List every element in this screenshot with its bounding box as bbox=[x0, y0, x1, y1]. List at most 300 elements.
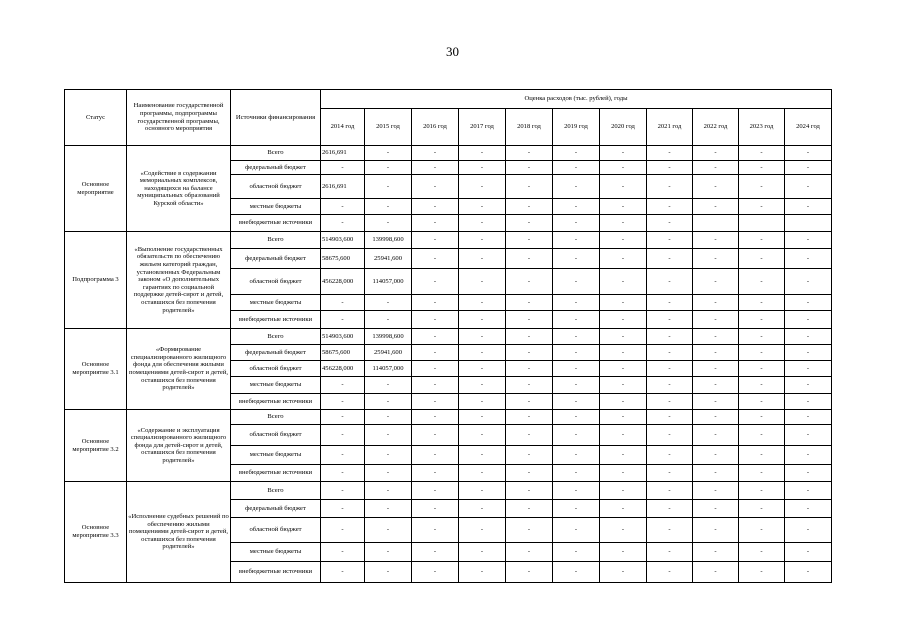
header-year: 2018 год bbox=[506, 109, 553, 146]
value-cell: - bbox=[647, 295, 693, 311]
value-cell: - bbox=[600, 465, 647, 482]
value-cell: - bbox=[459, 500, 506, 518]
funding-source: Всего bbox=[231, 146, 321, 161]
value-cell: 114057,000 bbox=[365, 361, 412, 377]
value-cell: - bbox=[412, 215, 459, 232]
header-year: 2017 год bbox=[459, 109, 506, 146]
value-cell: - bbox=[785, 425, 832, 446]
value-cell: - bbox=[412, 543, 459, 562]
value-cell: - bbox=[647, 482, 693, 500]
value-cell: - bbox=[647, 394, 693, 410]
value-cell: - bbox=[785, 465, 832, 482]
funding-source: областной бюджет bbox=[231, 518, 321, 543]
value-cell: - bbox=[785, 446, 832, 465]
value-cell: - bbox=[647, 269, 693, 295]
header-year: 2022 год bbox=[693, 109, 739, 146]
value-cell: - bbox=[506, 394, 553, 410]
value-cell: - bbox=[785, 345, 832, 361]
value-cell: - bbox=[459, 482, 506, 500]
value-cell: - bbox=[506, 311, 553, 329]
value-cell: - bbox=[693, 377, 739, 394]
value-cell: - bbox=[553, 425, 600, 446]
value-cell: - bbox=[600, 249, 647, 269]
value-cell: - bbox=[553, 446, 600, 465]
funding-source: местные бюджеты bbox=[231, 377, 321, 394]
value-cell: - bbox=[693, 465, 739, 482]
value-cell: - bbox=[600, 311, 647, 329]
value-cell: - bbox=[553, 518, 600, 543]
value-cell: - bbox=[647, 345, 693, 361]
header-year: 2024 год bbox=[785, 109, 832, 146]
section-name: «Формирование специализированного жилищного фонда для обеспечения жилыми помещениями детей-сирот и детей, оставшихся без попечения родителей» bbox=[127, 329, 231, 410]
value-cell: - bbox=[412, 329, 459, 345]
value-cell: - bbox=[321, 425, 365, 446]
section-status: Основное мероприятие 3.1 bbox=[65, 329, 127, 410]
value-cell: - bbox=[600, 394, 647, 410]
value-cell: - bbox=[553, 269, 600, 295]
value-cell: - bbox=[785, 377, 832, 394]
value-cell: - bbox=[647, 311, 693, 329]
value-cell: - bbox=[412, 295, 459, 311]
value-cell: - bbox=[459, 377, 506, 394]
value-cell: - bbox=[647, 361, 693, 377]
table-row bbox=[65, 146, 832, 161]
value-cell: - bbox=[739, 394, 785, 410]
value-cell: - bbox=[365, 543, 412, 562]
value-cell: - bbox=[739, 500, 785, 518]
value-cell: - bbox=[365, 161, 412, 175]
value-cell: - bbox=[321, 518, 365, 543]
value-cell: - bbox=[739, 361, 785, 377]
value-cell: - bbox=[412, 249, 459, 269]
header-estimate: Оценка расходов (тыс. рублей), годы bbox=[321, 90, 832, 109]
header-year: 2015 год bbox=[365, 109, 412, 146]
value-cell: - bbox=[553, 345, 600, 361]
value-cell bbox=[785, 215, 832, 232]
value-cell: - bbox=[693, 446, 739, 465]
value-cell: - bbox=[365, 465, 412, 482]
value-cell: - bbox=[693, 175, 739, 199]
value-cell: - bbox=[459, 345, 506, 361]
funding-source: областной бюджет bbox=[231, 175, 321, 199]
value-cell: - bbox=[412, 361, 459, 377]
value-cell: - bbox=[365, 410, 412, 425]
value-cell: 2616,691 bbox=[321, 175, 365, 199]
value-cell: - bbox=[459, 249, 506, 269]
value-cell: - bbox=[553, 543, 600, 562]
value-cell: - bbox=[785, 329, 832, 345]
value-cell: - bbox=[506, 146, 553, 161]
value-cell: - bbox=[739, 249, 785, 269]
value-cell: - bbox=[321, 465, 365, 482]
value-cell: - bbox=[600, 215, 647, 232]
value-cell: - bbox=[693, 146, 739, 161]
section-name: «Содержание и эксплуатация специализированного жилищного фонда для детей-сирот и детей, оставшихся без попечения родителей» bbox=[127, 410, 231, 482]
value-cell: - bbox=[459, 329, 506, 345]
value-cell: - bbox=[365, 562, 412, 583]
value-cell: - bbox=[321, 161, 365, 175]
value-cell: - bbox=[553, 394, 600, 410]
value-cell: - bbox=[412, 482, 459, 500]
value-cell: - bbox=[785, 161, 832, 175]
funding-source: федеральный бюджет bbox=[231, 249, 321, 269]
value-cell: - bbox=[647, 562, 693, 583]
value-cell: - bbox=[600, 345, 647, 361]
value-cell: - bbox=[693, 500, 739, 518]
value-cell: 139998,600 bbox=[365, 232, 412, 249]
value-cell: - bbox=[739, 199, 785, 215]
value-cell: - bbox=[412, 175, 459, 199]
value-cell: - bbox=[321, 215, 365, 232]
value-cell: - bbox=[506, 446, 553, 465]
value-cell: - bbox=[412, 345, 459, 361]
section-status: Основное мероприятие 3.3 bbox=[65, 482, 127, 583]
value-cell: - bbox=[459, 311, 506, 329]
value-cell: - bbox=[785, 232, 832, 249]
value-cell: - bbox=[785, 482, 832, 500]
value-cell: - bbox=[412, 410, 459, 425]
value-cell: - bbox=[506, 329, 553, 345]
value-cell: - bbox=[321, 482, 365, 500]
value-cell: - bbox=[739, 232, 785, 249]
funding-source: местные бюджеты bbox=[231, 543, 321, 562]
value-cell: - bbox=[600, 482, 647, 500]
funding-source: внебюджетные источники bbox=[231, 394, 321, 410]
value-cell: 58675,600 bbox=[321, 345, 365, 361]
value-cell: - bbox=[459, 543, 506, 562]
value-cell: 25941,600 bbox=[365, 345, 412, 361]
header-sources: Источники финансирования bbox=[231, 90, 321, 146]
value-cell: - bbox=[600, 361, 647, 377]
header-year: 2016 год bbox=[412, 109, 459, 146]
value-cell: - bbox=[412, 500, 459, 518]
value-cell: - bbox=[365, 146, 412, 161]
value-cell: - bbox=[647, 215, 693, 232]
value-cell: - bbox=[459, 199, 506, 215]
section-name: «Выполнение государственных обязательств по обеспечению жильем категорий граждан, установленных Федеральным законом «О дополнительных гарантиях по социальной поддержке детей-сирот и детей, оставшихся без попечения родителей» bbox=[127, 232, 231, 329]
value-cell bbox=[693, 215, 739, 232]
value-cell: - bbox=[693, 232, 739, 249]
value-cell: - bbox=[785, 295, 832, 311]
value-cell: - bbox=[693, 562, 739, 583]
value-cell: - bbox=[459, 410, 506, 425]
value-cell: - bbox=[506, 161, 553, 175]
value-cell: - bbox=[600, 232, 647, 249]
value-cell: - bbox=[506, 562, 553, 583]
value-cell: - bbox=[739, 377, 785, 394]
value-cell: 456228,000 bbox=[321, 269, 365, 295]
value-cell: - bbox=[412, 465, 459, 482]
funding-source: местные бюджеты bbox=[231, 199, 321, 215]
value-cell: - bbox=[412, 425, 459, 446]
funding-source: федеральный бюджет bbox=[231, 161, 321, 175]
value-cell: - bbox=[647, 161, 693, 175]
funding-source: внебюджетные источники bbox=[231, 311, 321, 329]
value-cell: - bbox=[553, 295, 600, 311]
value-cell: - bbox=[506, 249, 553, 269]
page-number: 30 bbox=[446, 44, 459, 59]
value-cell: - bbox=[321, 394, 365, 410]
value-cell: - bbox=[693, 543, 739, 562]
value-cell: - bbox=[600, 269, 647, 295]
value-cell: - bbox=[693, 311, 739, 329]
funding-source: Всего bbox=[231, 482, 321, 500]
value-cell: - bbox=[459, 215, 506, 232]
table-row bbox=[65, 232, 832, 249]
value-cell: - bbox=[739, 465, 785, 482]
value-cell: - bbox=[506, 482, 553, 500]
value-cell: - bbox=[739, 329, 785, 345]
value-cell: - bbox=[785, 199, 832, 215]
budget-table bbox=[64, 89, 832, 583]
value-cell: - bbox=[412, 446, 459, 465]
funding-source: областной бюджет bbox=[231, 269, 321, 295]
value-cell: - bbox=[647, 465, 693, 482]
funding-source: федеральный бюджет bbox=[231, 345, 321, 361]
value-cell: 514903,600 bbox=[321, 232, 365, 249]
value-cell: - bbox=[553, 410, 600, 425]
value-cell: - bbox=[506, 465, 553, 482]
value-cell: - bbox=[321, 543, 365, 562]
value-cell: - bbox=[506, 500, 553, 518]
value-cell: - bbox=[506, 215, 553, 232]
value-cell: - bbox=[321, 295, 365, 311]
funding-source: областной бюджет bbox=[231, 425, 321, 446]
value-cell: - bbox=[459, 361, 506, 377]
value-cell: - bbox=[506, 232, 553, 249]
value-cell: - bbox=[647, 410, 693, 425]
value-cell: - bbox=[412, 562, 459, 583]
value-cell: - bbox=[739, 425, 785, 446]
value-cell: - bbox=[600, 425, 647, 446]
value-cell: - bbox=[693, 482, 739, 500]
value-cell: 114057,000 bbox=[365, 269, 412, 295]
value-cell: - bbox=[647, 543, 693, 562]
value-cell: - bbox=[412, 311, 459, 329]
value-cell: - bbox=[553, 465, 600, 482]
value-cell: - bbox=[600, 518, 647, 543]
value-cell: - bbox=[365, 175, 412, 199]
value-cell: - bbox=[693, 161, 739, 175]
section-status: Основное мероприятие 3.2 bbox=[65, 410, 127, 482]
value-cell: - bbox=[365, 482, 412, 500]
value-cell: - bbox=[365, 295, 412, 311]
funding-source: Всего bbox=[231, 410, 321, 425]
table-row bbox=[65, 482, 832, 500]
value-cell: - bbox=[506, 410, 553, 425]
value-cell: - bbox=[506, 377, 553, 394]
value-cell: - bbox=[600, 410, 647, 425]
value-cell: - bbox=[739, 146, 785, 161]
value-cell: - bbox=[459, 425, 506, 446]
value-cell: - bbox=[412, 269, 459, 295]
value-cell: - bbox=[412, 146, 459, 161]
value-cell: - bbox=[739, 562, 785, 583]
value-cell: - bbox=[600, 146, 647, 161]
funding-source: внебюджетные источники bbox=[231, 465, 321, 482]
value-cell: - bbox=[553, 562, 600, 583]
value-cell: - bbox=[365, 425, 412, 446]
value-cell: - bbox=[693, 410, 739, 425]
funding-source: местные бюджеты bbox=[231, 295, 321, 311]
value-cell: - bbox=[693, 199, 739, 215]
value-cell: - bbox=[785, 394, 832, 410]
value-cell: - bbox=[600, 377, 647, 394]
value-cell: 139998,600 bbox=[365, 329, 412, 345]
value-cell: - bbox=[739, 345, 785, 361]
value-cell: - bbox=[553, 146, 600, 161]
value-cell: - bbox=[459, 175, 506, 199]
value-cell: - bbox=[785, 410, 832, 425]
value-cell: - bbox=[506, 269, 553, 295]
value-cell: - bbox=[647, 146, 693, 161]
value-cell: - bbox=[321, 410, 365, 425]
value-cell: - bbox=[785, 518, 832, 543]
value-cell: - bbox=[785, 500, 832, 518]
value-cell: - bbox=[412, 232, 459, 249]
funding-source: Всего bbox=[231, 232, 321, 249]
funding-source: Всего bbox=[231, 329, 321, 345]
value-cell: - bbox=[412, 161, 459, 175]
value-cell: - bbox=[785, 175, 832, 199]
value-cell: - bbox=[412, 394, 459, 410]
value-cell: - bbox=[321, 199, 365, 215]
value-cell: - bbox=[459, 161, 506, 175]
value-cell: - bbox=[321, 562, 365, 583]
value-cell: - bbox=[412, 377, 459, 394]
value-cell: - bbox=[785, 269, 832, 295]
value-cell: - bbox=[693, 518, 739, 543]
value-cell: 2616,691 bbox=[321, 146, 365, 161]
value-cell: - bbox=[693, 249, 739, 269]
header-year: 2023 год bbox=[739, 109, 785, 146]
value-cell: - bbox=[600, 295, 647, 311]
value-cell: - bbox=[647, 329, 693, 345]
value-cell: - bbox=[459, 146, 506, 161]
value-cell: - bbox=[506, 425, 553, 446]
funding-source: областной бюджет bbox=[231, 361, 321, 377]
value-cell: - bbox=[459, 295, 506, 311]
value-cell: - bbox=[365, 199, 412, 215]
value-cell: - bbox=[459, 446, 506, 465]
value-cell: - bbox=[739, 175, 785, 199]
value-cell: - bbox=[321, 311, 365, 329]
value-cell: - bbox=[647, 446, 693, 465]
value-cell: - bbox=[553, 361, 600, 377]
section-name: «Содействие в содержании мемориальных комплексов, находящихся на балансе муниципальных образований Курской области» bbox=[127, 146, 231, 232]
value-cell: - bbox=[459, 394, 506, 410]
value-cell: - bbox=[647, 500, 693, 518]
value-cell: - bbox=[365, 311, 412, 329]
value-cell: - bbox=[785, 562, 832, 583]
value-cell: - bbox=[600, 446, 647, 465]
value-cell: 25941,600 bbox=[365, 249, 412, 269]
value-cell: - bbox=[553, 311, 600, 329]
value-cell: - bbox=[785, 311, 832, 329]
value-cell: 514903,600 bbox=[321, 329, 365, 345]
value-cell: - bbox=[647, 175, 693, 199]
section-status: Основное мероприятие bbox=[65, 146, 127, 232]
value-cell: - bbox=[785, 249, 832, 269]
value-cell: - bbox=[693, 361, 739, 377]
value-cell: - bbox=[506, 295, 553, 311]
value-cell: - bbox=[600, 199, 647, 215]
header-year: 2014 год bbox=[321, 109, 365, 146]
value-cell: - bbox=[459, 232, 506, 249]
value-cell: - bbox=[553, 199, 600, 215]
value-cell: - bbox=[739, 543, 785, 562]
funding-source: внебюджетные источники bbox=[231, 215, 321, 232]
value-cell: - bbox=[785, 543, 832, 562]
value-cell: - bbox=[739, 446, 785, 465]
value-cell: - bbox=[459, 465, 506, 482]
value-cell: - bbox=[459, 269, 506, 295]
funding-source: федеральный бюджет bbox=[231, 500, 321, 518]
funding-source: местные бюджеты bbox=[231, 446, 321, 465]
value-cell: - bbox=[739, 295, 785, 311]
value-cell: - bbox=[553, 329, 600, 345]
value-cell: - bbox=[506, 345, 553, 361]
value-cell: - bbox=[506, 199, 553, 215]
value-cell bbox=[739, 215, 785, 232]
value-cell: - bbox=[553, 161, 600, 175]
value-cell: - bbox=[506, 543, 553, 562]
value-cell: - bbox=[693, 394, 739, 410]
value-cell: - bbox=[321, 377, 365, 394]
value-cell: - bbox=[365, 446, 412, 465]
value-cell: - bbox=[600, 329, 647, 345]
value-cell: 58675,600 bbox=[321, 249, 365, 269]
value-cell: - bbox=[739, 410, 785, 425]
value-cell: - bbox=[321, 500, 365, 518]
value-cell: - bbox=[553, 232, 600, 249]
value-cell: - bbox=[553, 249, 600, 269]
value-cell: - bbox=[739, 311, 785, 329]
value-cell: 456228,000 bbox=[321, 361, 365, 377]
section-status: Подпрограмма 3 bbox=[65, 232, 127, 329]
value-cell: - bbox=[647, 232, 693, 249]
value-cell: - bbox=[321, 446, 365, 465]
header-status: Статус bbox=[65, 90, 127, 146]
value-cell: - bbox=[365, 394, 412, 410]
value-cell: - bbox=[693, 329, 739, 345]
value-cell: - bbox=[647, 518, 693, 543]
value-cell: - bbox=[506, 175, 553, 199]
value-cell: - bbox=[693, 425, 739, 446]
value-cell: - bbox=[365, 377, 412, 394]
value-cell: - bbox=[365, 215, 412, 232]
value-cell: - bbox=[600, 562, 647, 583]
value-cell: - bbox=[647, 377, 693, 394]
value-cell: - bbox=[553, 500, 600, 518]
value-cell: - bbox=[600, 500, 647, 518]
value-cell: - bbox=[365, 518, 412, 543]
value-cell: - bbox=[647, 425, 693, 446]
value-cell: - bbox=[739, 161, 785, 175]
value-cell: - bbox=[693, 345, 739, 361]
header-year: 2021 год bbox=[647, 109, 693, 146]
value-cell: - bbox=[412, 518, 459, 543]
header-name: Наименование государственной программы, подпрограммы государственной программы, основного мероприятия bbox=[127, 90, 231, 146]
value-cell: - bbox=[739, 482, 785, 500]
value-cell: - bbox=[553, 377, 600, 394]
section-name: «Исполнение судебных решений по обеспечению жилыми помещениями детей-сирот и детей, оставшихся без попечения родителей» bbox=[127, 482, 231, 583]
value-cell: - bbox=[506, 361, 553, 377]
header-year: 2020 год bbox=[600, 109, 647, 146]
table-row bbox=[65, 329, 832, 345]
value-cell: - bbox=[459, 518, 506, 543]
value-cell: - bbox=[785, 146, 832, 161]
